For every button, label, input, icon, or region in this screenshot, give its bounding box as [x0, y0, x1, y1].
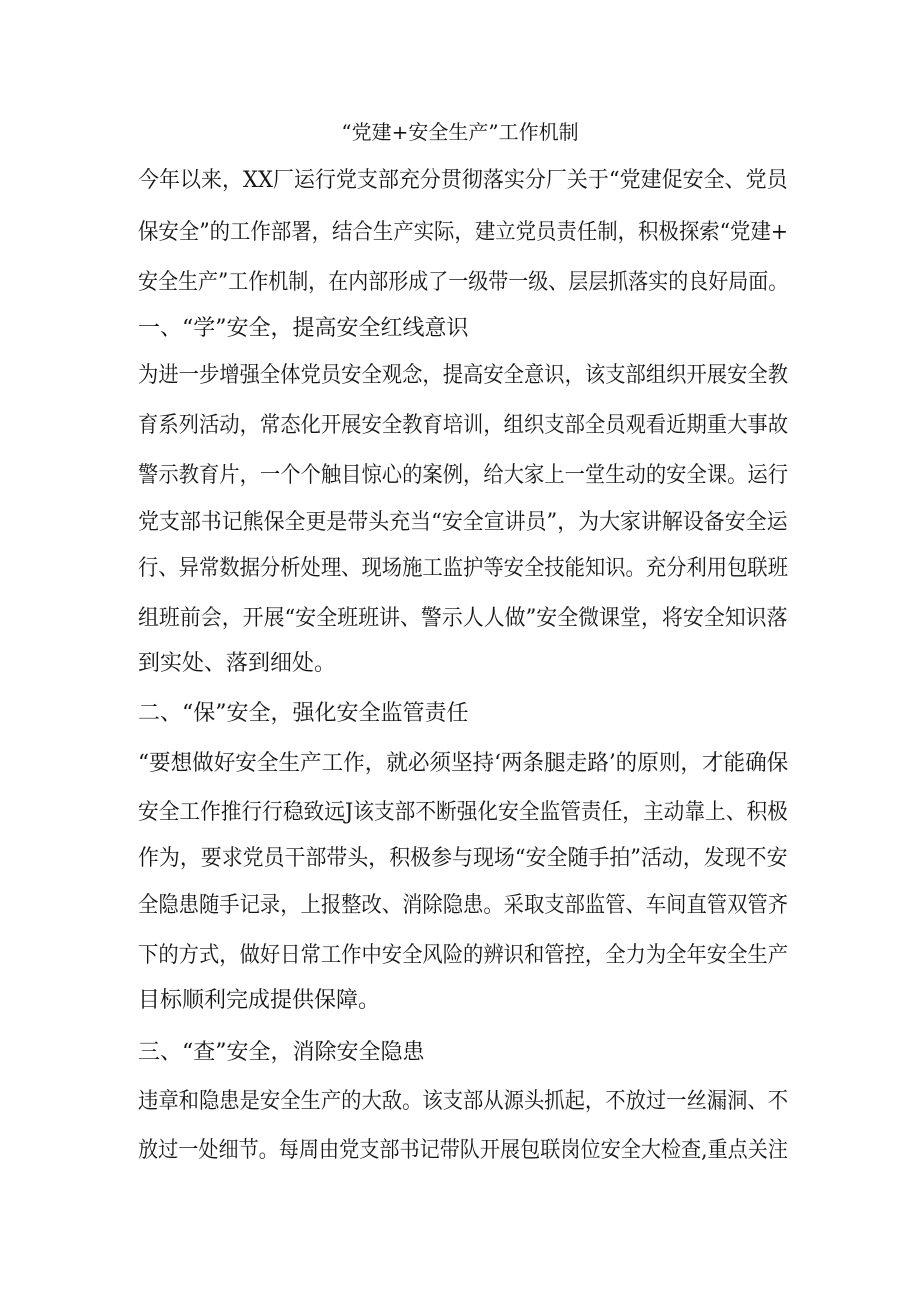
section-3-line-2: 放过一处细节。每周由党支部书记带队开展包联岗位安全大检查,重点关注 — [138, 1138, 788, 1163]
section-heading-2: 二、“保”安全，强化安全监管责任 — [138, 701, 469, 726]
section-2-line-5: 下的方式，做好日常工作中安全风险的辨识和管控，全力为全年安全生产 — [138, 943, 789, 968]
section-2-line-1: “要想做好安全生产工作，就必须坚持‘两条腿走路’的原则，才能确保 — [138, 751, 789, 776]
section-1-line-3: 警示教育片，一个个触目惊心的案例，给大家上一堂生动的安全课。运行 — [138, 463, 789, 488]
section-heading-1: 一、“学”安全，提高安全红线意识 — [138, 316, 469, 341]
intro-line-1: 今年以来，XX厂运行党支部充分贯彻落实分厂关于“党建促安全、党员 — [138, 168, 788, 193]
document-title: “党建+安全生产”工作机制 — [341, 120, 579, 144]
section-1-line-6: 组班前会，开展“安全班班讲、警示人人做”安全微课堂，将安全知识落 — [138, 606, 788, 631]
intro-line-2: 保安全”的工作部署，结合生产实际，建立党员责任制，积极探索“党建+ — [138, 220, 788, 245]
section-1-line-1: 为进一步增强全体党员安全观念，提高安全意识，该支部组织开展安全教 — [138, 363, 789, 388]
section-1-line-7: 到实处、落到细处。 — [138, 651, 337, 676]
section-1-line-5: 行、异常数据分析处理、现场施工监护等安全技能知识。充分利用包联班 — [138, 556, 789, 581]
section-2-line-6: 目标顺利完成提供保障。 — [138, 988, 381, 1013]
intro-line-3: 安全生产”工作机制，在内部形成了一级带一级、层层抓落实的良好局面。 — [138, 270, 789, 295]
section-heading-3: 三、“查”安全，消除安全隐患 — [138, 1040, 425, 1065]
section-3-line-1: 违章和隐患是安全生产的大敌。该支部从源头抓起，不放过一丝漏洞、不 — [138, 1089, 789, 1114]
section-2-line-4: 全隐患随手记录，上报整改、消除隐患。采取支部监管、车间直管双管齐 — [138, 893, 789, 918]
section-2-line-2: 安全工作推行行稳致远J该支部不断强化安全监管责任，主动靠上、积极 — [138, 800, 788, 825]
section-1-line-2: 育系列活动，常态化开展安全教育培训，组织支部全员观看近期重大事故 — [138, 413, 789, 438]
section-1-line-4: 党支部书记熊保全更是带头充当“安全宣讲员”，为大家讲解设备安全运 — [138, 510, 788, 535]
section-2-line-3: 作为，要求党员干部带头，积极参与现场“安全随手拍”活动，发现不安 — [138, 846, 788, 871]
